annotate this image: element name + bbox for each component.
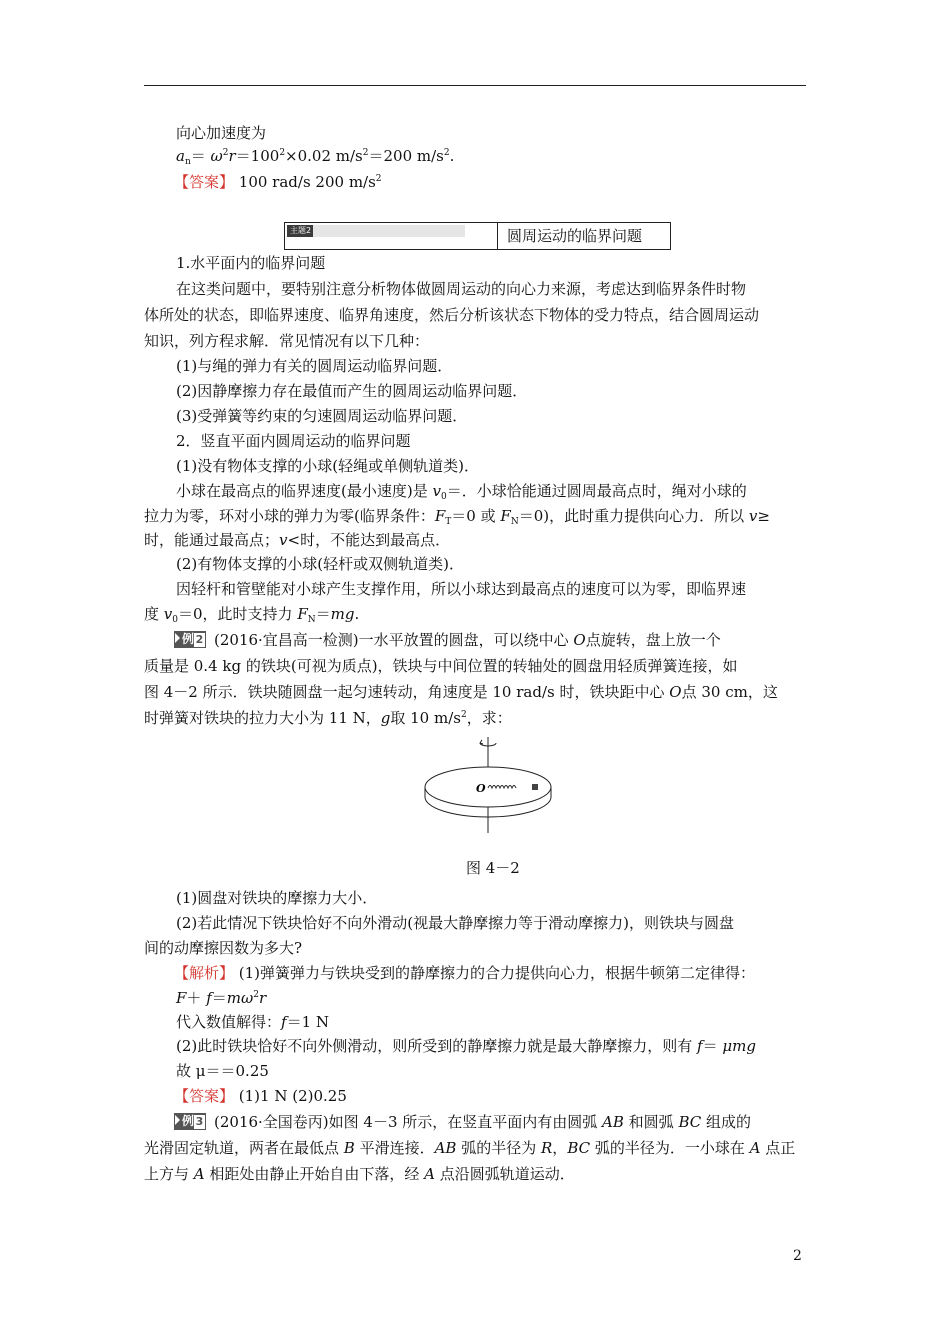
- text-line: (2)因静摩擦力存在最值而产生的圆周运动临界问题．: [176, 382, 528, 400]
- text-line: (2)此时铁块恰好不向外侧滑动，则所受到的静摩擦力就是最大静摩擦力，则有 f＝ μmg: [176, 1037, 756, 1055]
- text-line: 光滑固定轨道，两者在最低点 B 平滑连接．AB 弧的半径为 R，BC 弧的半径为．一小球在 A 点正: [144, 1139, 796, 1157]
- answer-tag: 【答案】: [174, 173, 235, 191]
- text-line: (1)圆盘对铁块的摩擦力大小．: [176, 889, 378, 907]
- text-line: 间的动摩擦因数为多大?: [144, 939, 303, 957]
- example-2-badge: 例 2: [174, 631, 206, 648]
- text-line: (2)若此情况下铁块恰好不向外滑动(视最大静摩擦力等于滑动摩擦力)，则铁块与圆盘: [176, 914, 734, 932]
- text-line: 时，能通过最高点；v<时，不能达到最高点．: [144, 531, 451, 549]
- header-rule: [144, 85, 806, 86]
- center-o-label: O: [476, 782, 486, 795]
- rotating-disk-figure: [424, 735, 552, 835]
- arrow-icon: [175, 633, 180, 643]
- text-line: 体所处的状态，即临界速度、临界角速度，然后分析该状态下物体的受力特点，结合圆周运动: [144, 306, 760, 324]
- answer-line: 【答案】 (1)1 N (2)0.25: [174, 1087, 347, 1105]
- text-line: (3)受弹簧等约束的匀速圆周运动临界问题．: [176, 407, 468, 425]
- text-line: (2016·全国卷丙)如图 4－3 所示，在竖直平面内有由圆弧 AB 和圆弧 BC 组成的: [214, 1113, 752, 1131]
- text-line: 故 μ＝＝0.25: [176, 1062, 269, 1080]
- topic-tag: 主题2: [287, 225, 465, 237]
- text-line: (2016·宜昌高一检测)一水平放置的圆盘，可以绕中心 O点旋转，盘上放一个: [214, 631, 721, 649]
- analysis-tag: 【解析】: [174, 964, 235, 982]
- text-line: 2．竖直平面内圆周运动的临界问题: [176, 432, 411, 450]
- text-line: 【解析】 (1)弹簧弹力与铁块受到的静摩擦力的合力提供向心力，根据牛顿第二定律得：: [174, 964, 756, 982]
- text-line: 小球在最高点的临界速度(最小速度)是 $v_0=$．小球恰能通过圆周最高点时，绳对小球的: [176, 482, 747, 502]
- text-line: 度 $v_0=0$，此时支持力 $F_N=mg$.: [144, 605, 360, 625]
- topic-header-box: [284, 222, 671, 250]
- topic-title: 圆周运动的临界问题: [507, 227, 643, 245]
- topic-divider: [497, 223, 498, 249]
- text-line: 1.水平面内的临界问题: [176, 254, 326, 272]
- text-line: 代入数值解得：f＝1 N: [176, 1013, 330, 1031]
- text-line: 在这类问题中，要特别注意分析物体做圆周运动的向心力来源，考虑达到临界条件时物: [176, 280, 747, 298]
- text-line: 向心加速度为: [176, 124, 267, 142]
- text-line: 图 4－2 所示．铁块随圆盘一起匀速转动，角速度是 10 rad/s 时，铁块距中心 O点 30 cm，这: [144, 683, 778, 701]
- text-line: (2)有物体支撑的小球(轻杆或双侧轨道类)．: [176, 555, 464, 573]
- text-line: 拉力为零，环对小球的弹力为零(临界条件：$F_T=0$ 或 $F_N=0$)，此时重力提供向心力．所以 v≥: [144, 507, 770, 527]
- formula-line: $a_n= \omega^2r=100^2\times 0.02$ $m/s^2=200$ $m/s^2$.: [176, 147, 455, 167]
- text-line: 时弹簧对铁块的拉力大小为 11 N，g取 10 $m/s^2$，求：: [144, 709, 512, 727]
- text-line: 质量是 0.4 kg 的铁块(可视为质点)，铁块与中间位置的转轴处的圆盘用轻质弹簧连接，如: [144, 657, 738, 675]
- text-line: (1)与绳的弹力有关的圆周运动临界问题．: [176, 357, 453, 375]
- text-line: 上方与 A 相距处由静止开始自由下落，经 A 点沿圆弧轨道运动．: [144, 1165, 575, 1183]
- figure-caption: 图 4－2: [466, 859, 520, 877]
- formula-line: $F+ f=m\omega^2r$: [176, 989, 267, 1007]
- example-3-badge: 例 3: [174, 1113, 206, 1130]
- text-line: (1)没有物体支撑的小球(轻绳或单侧轨道类)．: [176, 457, 479, 475]
- answer-tag: 【答案】: [174, 1087, 235, 1105]
- text-line: 因轻杆和管壁能对小球产生支撑作用，所以小球达到最高点的速度可以为零，即临界速: [176, 580, 747, 598]
- answer-line: 【答案】 100 rad/s 200 $m/s^2$: [174, 173, 382, 191]
- page-number: 2: [793, 1248, 802, 1264]
- arrow-icon: [175, 1115, 180, 1125]
- text-line: 知识，列方程求解．常见情况有以下几种：: [144, 332, 430, 350]
